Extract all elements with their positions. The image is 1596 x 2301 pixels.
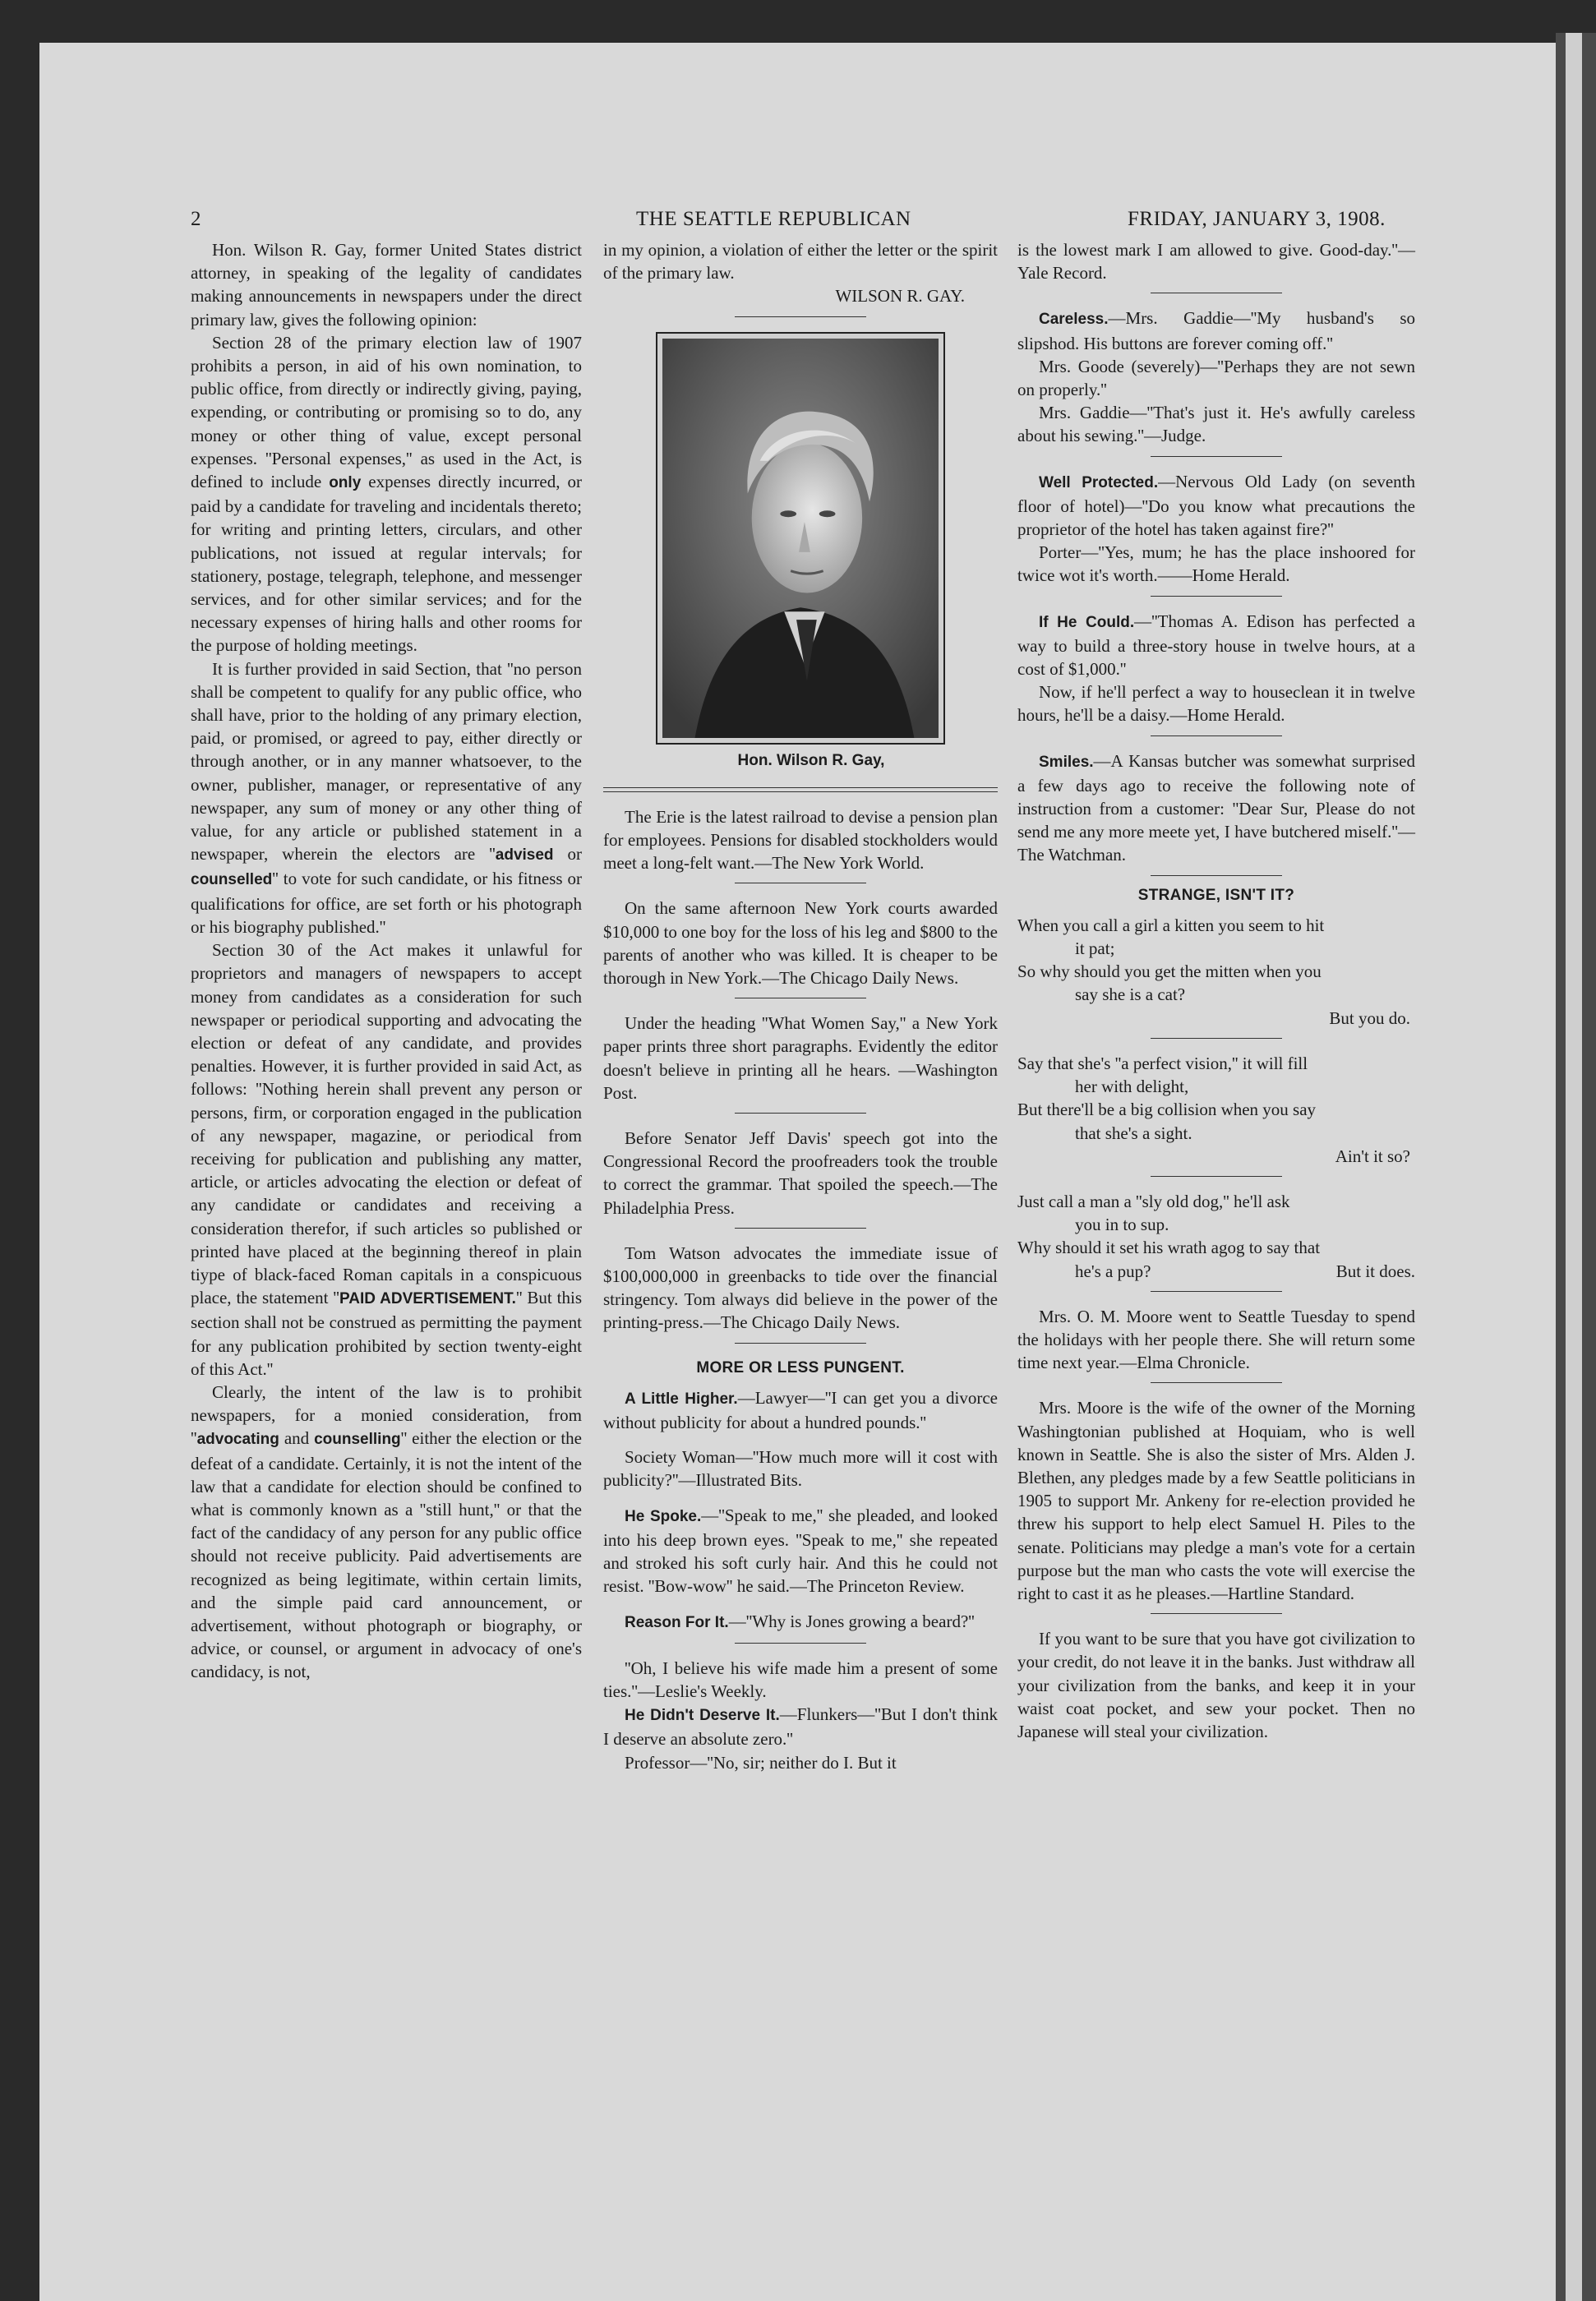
portrait-caption: Hon. Wilson R. Gay, [737, 751, 885, 769]
divider [1151, 875, 1282, 876]
joke-he-spoke: He Spoke.—''Speak to me,'' she pleaded, and looked into his deep brown eyes. ''Speak to me,'' she repeated and stroked his soft curly hair. And this he could not resist. ''Bow-wow'' he said.—The Princeton Review. [603, 1505, 998, 1597]
emphasis-paid-advertisement: PAID ADVERTISEMENT. [339, 1290, 516, 1308]
portrait-image [662, 339, 939, 738]
section-heading-pungent: MORE OR LESS PUNGENT. [696, 1358, 905, 1376]
news-civilization: If you want to be sure that you have got civilization to your credit, do not leave it in the banks. Just withdraw all your civilization from the banks, and keep it in your waist coat pocket, and sew your pocket. Then no Japanese will steal your civilization. [1017, 1629, 1415, 1741]
joke-careless: Careless.—Mrs. Gaddie—''My husband's so slipshod. His buttons are forever coming off.'' [1017, 308, 1415, 353]
poem-title: STRANGE, ISN'T IT? [1137, 886, 1295, 904]
item-what-women-say: Under the heading ''What Women Say,'' a New York paper prints three short paragraphs. Evidently the editor doesn't believe in printing all he hears. —Washington Post. [603, 1013, 998, 1103]
joke-yale-end: is the lowest mark I am allowed to give. Good-day.''—Yale Record. [1017, 240, 1415, 284]
joke-reason-for-it: Reason For It.—''Why is Jones growing a beard?'' [625, 1611, 975, 1631]
divider [1151, 596, 1282, 597]
joke-if-he-could: If He Could.—''Thomas A. Edison has perfected a way to build a three-story house in twelve hours, at a cost of $1,000.'' [1017, 611, 1415, 680]
joke-reason-for-it-reply: ''Oh, I believe his wife made him a present of some ties.''—Leslie's Weekly. [603, 1658, 998, 1701]
emphasis-only: only [329, 474, 362, 492]
item-erie-pension: The Erie is the latest railroad to devise a pension plan for employees. Pensions for disabled stockholders would meet a long-felt want.—The New York World. [603, 806, 998, 874]
divider [1151, 735, 1282, 736]
joke-little-higher-reply: Society Woman—''How much more will it cost with publicity?''—Illustrated Bits. [603, 1447, 998, 1491]
column-3 [1017, 238, 1415, 1743]
poem-stanza-3: Just call a man a ''sly old dog,'' he'll ask you in to sup. Why should it set his wrath agog to say that he's a pup? But it does. [1017, 1191, 1415, 1281]
divider [735, 1228, 866, 1229]
poem-stanza-1: When you call a girl a kitten you seem to hit it pat; So why should you get the mitten when you say she is a cat? But you do. [1017, 915, 1410, 1028]
paper-title: THE SEATTLE REPUBLICAN [636, 208, 911, 230]
gay-further-provided: It is further provided in said Section, that ''no person shall be competent to qualify for any public office, who shall have, prior to the holding of any primary election, paid, or promised, or agreed to pay, either directly or through another, or in any manner whatsoever, to the owner, publisher, manager, or representative of any newspaper, any sum of money or any other thing of value, for any article or published statement in a newspaper, wherein the electors are ''advised or counselled'' to vote for such candidate, or his fitness or qualifications for office, are set forth or his photograph or his biography published.'' [191, 658, 582, 937]
double-divider [603, 787, 998, 792]
emphasis-advised: advised [495, 846, 554, 865]
divider [735, 316, 866, 317]
divider [1151, 1613, 1282, 1614]
joke-careless-2: Mrs. Goode (severely)—''Perhaps they are not sewn on properly.'' [1017, 356, 1415, 400]
page-number: 2 [191, 208, 201, 230]
gay-opinion-end: in my opinion, a violation of either the letter or the spirit of the primary law. [603, 240, 998, 284]
divider [1151, 1038, 1282, 1039]
column-1 [191, 238, 582, 1684]
item-tom-watson: Tom Watson advocates the immediate issue of $100,000,000 in greenbacks to tide over the financial stringency. Tom always did believe in the power of the printing-press.—The Chicago Daily News. [603, 1243, 998, 1333]
item-new-york-courts: On the same afternoon New York courts awarded $10,000 to one boy for the loss of his leg and $800 to the parents of another who was killed. It is cheaper to be thorough in New York.—The Chicago Daily News. [603, 898, 998, 989]
divider [1151, 1291, 1282, 1292]
item-jeff-davis: Before Senator Jeff Davis' speech got into the Congressional Record the proofreaders took the trouble to correct the grammar. That spoiled the speech.—The Philadelphia Press. [603, 1128, 998, 1218]
news-mrs-moore-wife: Mrs. Moore is the wife of the owner of the Morning Washingtonian published at Hoquiam, who is well known in Seattle. She is also the sister of Mrs. Alden J. Blethen, any pledges made by a few Seattle politicians in 1905 to support Mr. Ankeny for re-election provided he threw his support to help elect Samuel H. Piles to the senate. Politicians may pledge a man's vote for a certain purpose but the man who casts the vote will exercise the right to cast it as he pleases.—Hartline Standard. [1017, 1398, 1415, 1603]
joke-careless-3: Mrs. Gaddie—''That's just it. He's awfully careless about his sewing.''—Judge. [1017, 403, 1415, 446]
gay-signature: WILSON R. GAY. [835, 286, 965, 307]
adjacent-page-strip [1566, 33, 1582, 2301]
gay-section-28: Section 28 of the primary election law of 1907 prohibits a person, in aid of his own nomination, to public office, from directly or indirectly giving, paying, expending, or contributing or promising so to do, any money or other thing of value, except personal expenses. ''Personal expenses,'' as used in the Act, is defined to include only expenses directly incurred, or paid by a candidate for traveling and incidentals thereto; for writing and printing letters, circulars, and other publications, not issued at regular intervals; for stationery, postage, telegraph, telephone, and messenger services, and for other similar services; and for the necessary expenses of hiring halls and other rooms for the purpose of holding meetings. [191, 332, 583, 656]
news-mrs-moore: Mrs. O. M. Moore went to Seattle Tuesday to spend the holidays with her people there. She will return some time next year.—Elma Chronicle. [1017, 1306, 1415, 1373]
joke-smiles: Smiles.—A Kansas butcher was somewhat surprised a few days ago to receive the following note of instruction from a customer: ''Dear Sur, Please do not send me any more meete yet, I have butchered miself.''—The Watchman. [1017, 750, 1415, 865]
divider [1151, 1382, 1282, 1383]
gay-conclusion: Clearly, the intent of the law is to prohibit newspapers, for a monied consideration, from ''advocating and counselling'' either the election or the defeat of a candidate. Certainly, it is not the intent of the law that a candidate for election should be confined to what is commonly known as a ''still hunt,'' or that the fact of the candidacy of any person for any public office should not receive publicity. Paid advertisements are recognized as being legitimate, within certain limits, and the simple paid card announcement, or advertisement, without photograph or biography, or advice, or counsel, or argument in advocacy of one's candidacy, is not, [191, 1381, 582, 1682]
joke-well-protected-2: Porter—''Yes, mum; he has the place inshoored for twice wot it's worth.——Home Herald. [1017, 542, 1415, 586]
emphasis-advocating: advocating [196, 1431, 279, 1449]
portrait-photo [656, 332, 945, 745]
joke-didnt-deserve: He Didn't Deserve It.—Flunkers—''But I don't think I deserve an absolute zero.'' [603, 1704, 998, 1750]
issue-date: FRIDAY, JANUARY 3, 1908. [1128, 208, 1386, 230]
joke-if-he-could-2: Now, if he'll perfect a way to houseclean it in twelve hours, he'll be a daisy.—Home Herald. [1017, 682, 1415, 726]
column-2 [603, 238, 998, 1774]
joke-didnt-deserve-reply: Professor—''No, sir; neither do I. But it [625, 1752, 897, 1773]
divider [735, 1113, 866, 1114]
emphasis-counselling: counselling [314, 1431, 401, 1449]
divider [735, 1643, 866, 1644]
divider [1151, 1176, 1282, 1177]
joke-little-higher: A Little Higher.—Lawyer—''I can get you a divorce without publicity for about a hundred pounds.'' [603, 1387, 998, 1433]
poem-stanza-2: Say that she's ''a perfect vision,'' it will fill her with delight, But there'll be a big collision when you say that she's a sight. Ain't it so? [1017, 1053, 1410, 1166]
divider [735, 1343, 866, 1344]
gay-section-30: Section 30 of the Act makes it unlawful for proprietors and managers of newspapers to accept money from candidates as a consideration for such newspaper or periodical supporting and advocating the election or defeat of any candidate, and provides penalties. However, it is further provided in said Act, as follows: ''Nothing herein shall prevent any person or persons, firm, or corporation engaged in the publication of any newspaper, magazine, or periodical from receiving for publication and publishing any matter, article, or articles advocating the election or defeat of any candidate or candidates and receiving a consideration therefor, if such articles so published or printed have placed at the beginning thereof in plain tiype of black-faced Roman capitals in a conspicuous place, the statement ''PAID ADVERTISEMENT.'' But this section shall not be construed as permitting the payment for any publication prohibited by section twenty-eight of this Act.'' [191, 940, 582, 1379]
gay-intro: Hon. Wilson R. Gay, former United States district attorney, in speaking of the legality of candidates making announcements in newspapers under the direct primary law, gives the following opinion: [191, 240, 582, 330]
joke-well-protected: Well Protected.—Nervous Old Lady (on seventh floor of hotel)—''Do you know what precautions the proprietor of the hotel has taken against fire?'' [1017, 471, 1415, 540]
divider [1151, 456, 1282, 457]
emphasis-counselled: counselled [191, 871, 273, 889]
